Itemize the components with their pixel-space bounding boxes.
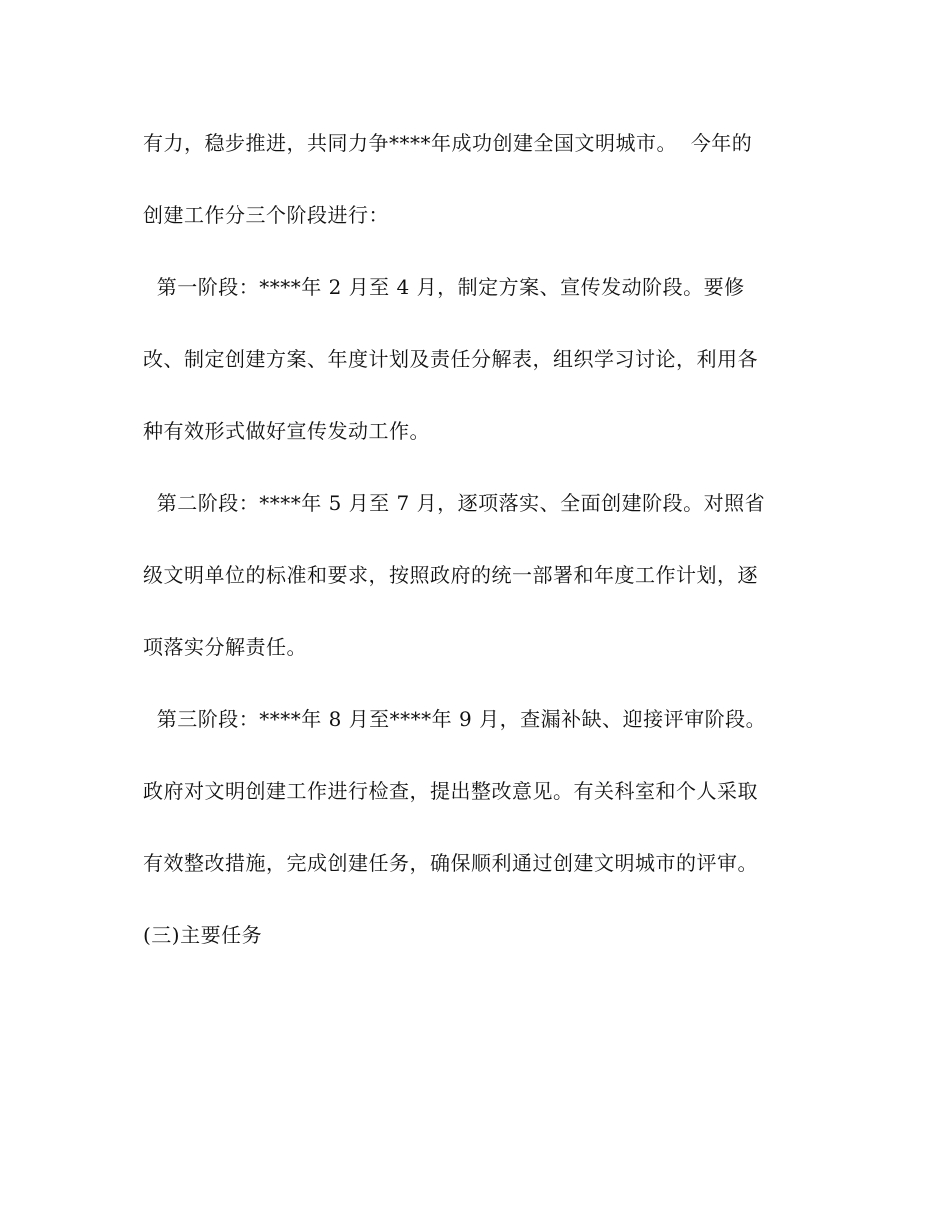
text-line: 第二阶段：****年 5 月至 7 月，逐项落实、全面创建阶段。对照省: [143, 491, 766, 515]
text-line: 级文明单位的标准和要求，按照政府的统一部署和年度工作计划，逐: [143, 563, 758, 587]
text-line: 项落实分解责任。: [143, 635, 307, 659]
text-line: 种有效形式做好宣传发动工作。: [143, 419, 430, 443]
text-line: 改、制定创建方案、年度计划及责任分解表，组织学习讨论，利用各: [143, 347, 758, 371]
text-line: 创建工作分三个阶段进行：: [143, 203, 389, 227]
text-line: 第一阶段：****年 2 月至 4 月，制定方案、宣传发动阶段。要修: [143, 275, 745, 299]
text-line: 有效整改措施，完成创建任务，确保顺利通过创建文明城市的评审。: [143, 851, 758, 875]
text-line: 有力，稳步推进，共同力争****年成功创建全国文明城市。 今年的: [143, 131, 753, 155]
text-line: 第三阶段：****年 8 月至****年 9 月，查漏补缺、迎接评审阶段。: [143, 707, 767, 731]
text-line: 政府对文明创建工作进行检查，提出整改意见。有关科室和个人采取: [143, 779, 758, 803]
section-heading: (三)主要任务: [143, 923, 263, 947]
